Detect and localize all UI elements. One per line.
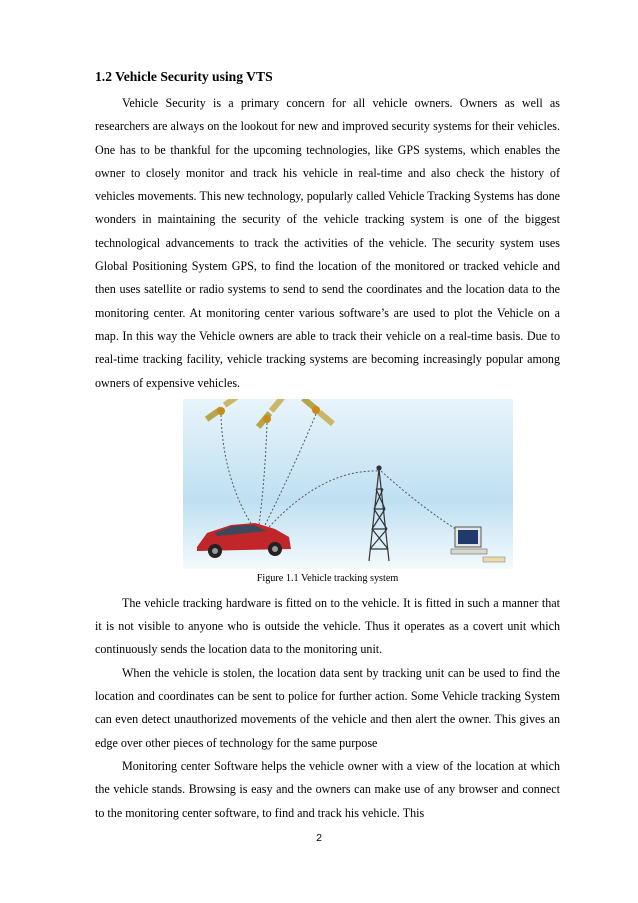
paragraph-intro: Vehicle Security is a primary concern for all vehicle owners. Owners as well as researchers are always on the lookout for new and improved security systems for their vehicles. One has to be thankful for the upcoming technologies, like GPS systems, which enables the owner to closely monitor and track his vehicle in real-time and also check the history of vehicles movements. This new technology, popularly called Vehicle Tracking Systems has done wonders in maintaining the security of the vehicle tracking system is one of the biggest technological advancements to track the activities of the vehicle. The security system uses Global Positioning System GPS, to find the location of the monitored or tracked vehicle and then uses satellite or radio systems to send to send the coordinates and the location data to the monitoring center. At monitoring center various software’s are used to plot the Vehicle on a map. In this way the Vehicle owners are able to track their vehicle on a real-time basis. Due to real-time tracking facility, vehicle tracking systems are becoming increasingly popular among owners of expensive vehicles. (95, 96, 560, 390)
figure-caption: Figure 1.1 Vehicle tracking system (256, 572, 399, 584)
vehicle-tracking-figure (183, 399, 513, 569)
paragraph-hardware: The vehicle tracking hardware is fitted on to the vehicle. It is fitted in such a manner that it is not visible to anyone who is outside the vehicle. Thus it operates as a covert unit which continuously sends the location data to the monitoring unit. (95, 595, 560, 657)
section-heading: 1.2 Vehicle Security using VTS (95, 69, 273, 84)
paragraph-stolen: When the vehicle is stolen, the location data sent by tracking unit can be used to find the location and coordinates can be sent to police for further action. Some Vehicle tracking System can even detect unauthorized movements of the vehicle and then alert the owner. This gives an edge over other pieces of technology for the same purpose (95, 665, 560, 750)
paragraph-monitoring: Monitoring center Software helps the vehicle owner with a view of the location at which the vehicle stands. Browsing is easy and the owners can make use of any browser and connect to the monitoring center software, to find and track his vehicle. This (95, 758, 560, 820)
document-page (95, 68, 560, 825)
page-number: 2 (316, 832, 322, 844)
vehicle-tracking-illustration (183, 399, 513, 569)
